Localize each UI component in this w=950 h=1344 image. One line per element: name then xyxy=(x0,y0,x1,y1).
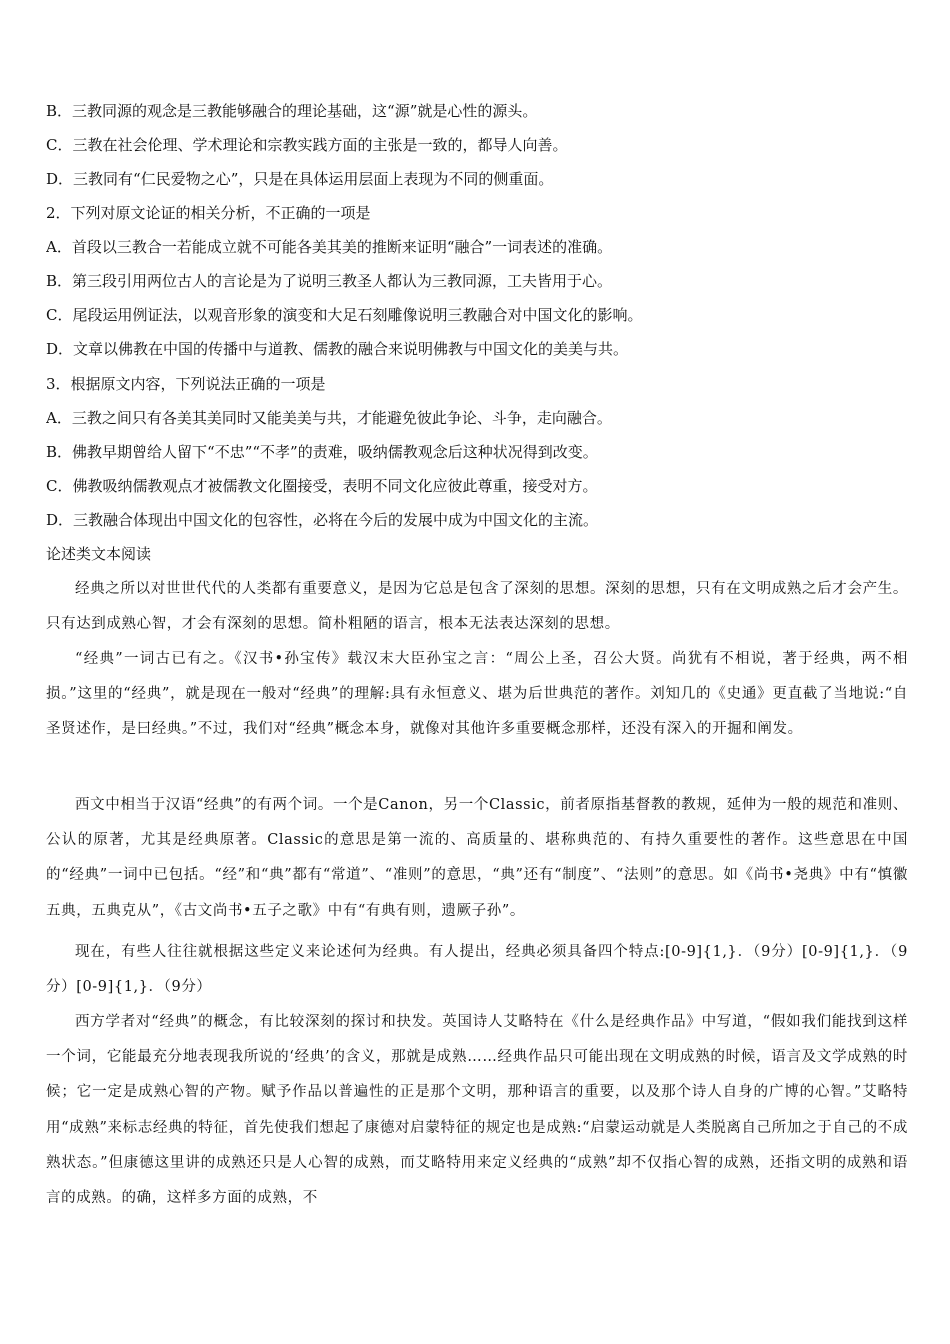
q2-option-b: B．第三段引用两位古人的言论是为了说明三教圣人都认为三教同源，工夫皆用于心。 xyxy=(46,272,613,290)
paragraph-3: 西文中相当于汉语“经典”的有两个词。一个是Canon，另一个Classic，前者原指基督教的教规，延伸为一般的规范和准则、公认的原著，尤其是经典原著。Classic的意思是第一流的、高质量的、堪称典范的、有持久重要性的著作。这些意思在中国的“经典”一词中已包括。“经”和“典”都有“常道”、“准则”的意思，“典”还有“制度”、“法则”的意思。如《尚书•尧典》中有“慎徽五典，五典克从”，《古文尚书•五子之歌》中有“有典有则，遗厥子孙”。 xyxy=(46,797,908,919)
q3-option-b: B．佛教早期曾给人留下“不忠”“不孝”的责难，吸纳儒教观念后这种状况得到改变。 xyxy=(46,443,598,461)
paragraph-5: 西方学者对“经典”的概念，有比较深刻的探讨和抉发。英国诗人艾略特在《什么是经典作品》中写道，“假如我们能找到这样一个词，它能最充分地表现我所说的‘经典’的含义，那就是成熟……经典作品只可能出现在文明成熟的时候，语言及文学成熟的时候；它一定是成熟心智的产物。赋予作品以普遍性的正是那个文明，那种语言的重要，以及那个诗人自身的广博的心智。”艾略特用“成熟”来标志经典的特征，首先使我们想起了康德对启蒙特征的规定也是成熟:“启蒙运动就是人类脱离自己所加之于自己的不成熟状态。”但康德这里讲的成熟还只是人心智的成熟，而艾略特用来定义经典的“成熟”却不仅指心智的成熟，还指文明的成熟和语言的成熟。的确，这样多方面的成熟，不 xyxy=(46,1014,908,1207)
q3-option-c: C．佛教吸纳儒教观点才被儒教文化圈接受，表明不同文化应彼此尊重，接受对方。 xyxy=(46,477,598,495)
q3-option-a: A．三教之间只有各美其美同时又能美美与共，才能避免彼此争论、斗争，走向融合。 xyxy=(46,409,612,427)
paragraph-1: 经典之所以对世世代代的人类都有重要意义，是因为它总是包含了深刻的思想。深刻的思想，只有在文明成熟之后才会产生。只有达到成熟心智，才会有深刻的思想。简朴粗陋的语言，根本无法表达深刻的思想。 xyxy=(46,581,908,633)
section-title: 论述类文本阅读 xyxy=(46,545,152,563)
question-3-stem: 3．根据原文内容，下列说法正确的一项是 xyxy=(46,375,326,393)
q1-option-d: D．三教同有“仁民爱物之心”，只是在具体运用层面上表现为不同的侧重面。 xyxy=(46,170,554,188)
q2-option-a: A．首段以三教合一若能成立就不可能各美其美的推断来证明“融合”一词表述的准确。 xyxy=(46,238,613,256)
q2-option-c: C．尾段运用例证法，以观音形象的演变和大足石刻雕像说明三教融合对中国文化的影响。 xyxy=(46,306,643,324)
q3-option-d: D．三教融合体现出中国文化的包容性，必将在今后的发展中成为中国文化的主流。 xyxy=(46,511,599,529)
q1-option-b: B．三教同源的观念是三教能够融合的理论基础，这“源”就是心性的源头。 xyxy=(46,102,538,120)
question-2-stem: 2．下列对原文论证的相关分析，不正确的一项是 xyxy=(46,204,371,222)
paragraph-4: 现在，有些人往往就根据这些定义来论述何为经典。有人提出，经典必须具备四个特点:[0-9]{1,}．（9分）[0-9]{1,}．（9分）[0-9]{1,}．（9分） xyxy=(46,944,908,996)
q1-option-c: C．三教在社会伦理、学术理论和宗教实践方面的主张是一致的，都导人向善。 xyxy=(46,136,568,154)
q2-option-d: D．文章以佛教在中国的传播中与道教、儒教的融合来说明佛教与中国文化的美美与共。 xyxy=(46,340,629,358)
paragraph-2: “经典”一词古已有之。《汉书•孙宝传》载汉末大臣孙宝之言：“周公上圣，召公大贤。尚犹有不相说，著于经典，两不相损。”这里的“经典”，就是现在一般对“经典”的理解:具有永恒意义、堪为后世典范的著作。刘知几的《史通》更直截了当地说:“自圣贤述作，是曰经典。”不过，我们对“经典”概念本身，就像对其他许多重要概念那样，还没有深入的开掘和阐发。 xyxy=(46,651,908,738)
